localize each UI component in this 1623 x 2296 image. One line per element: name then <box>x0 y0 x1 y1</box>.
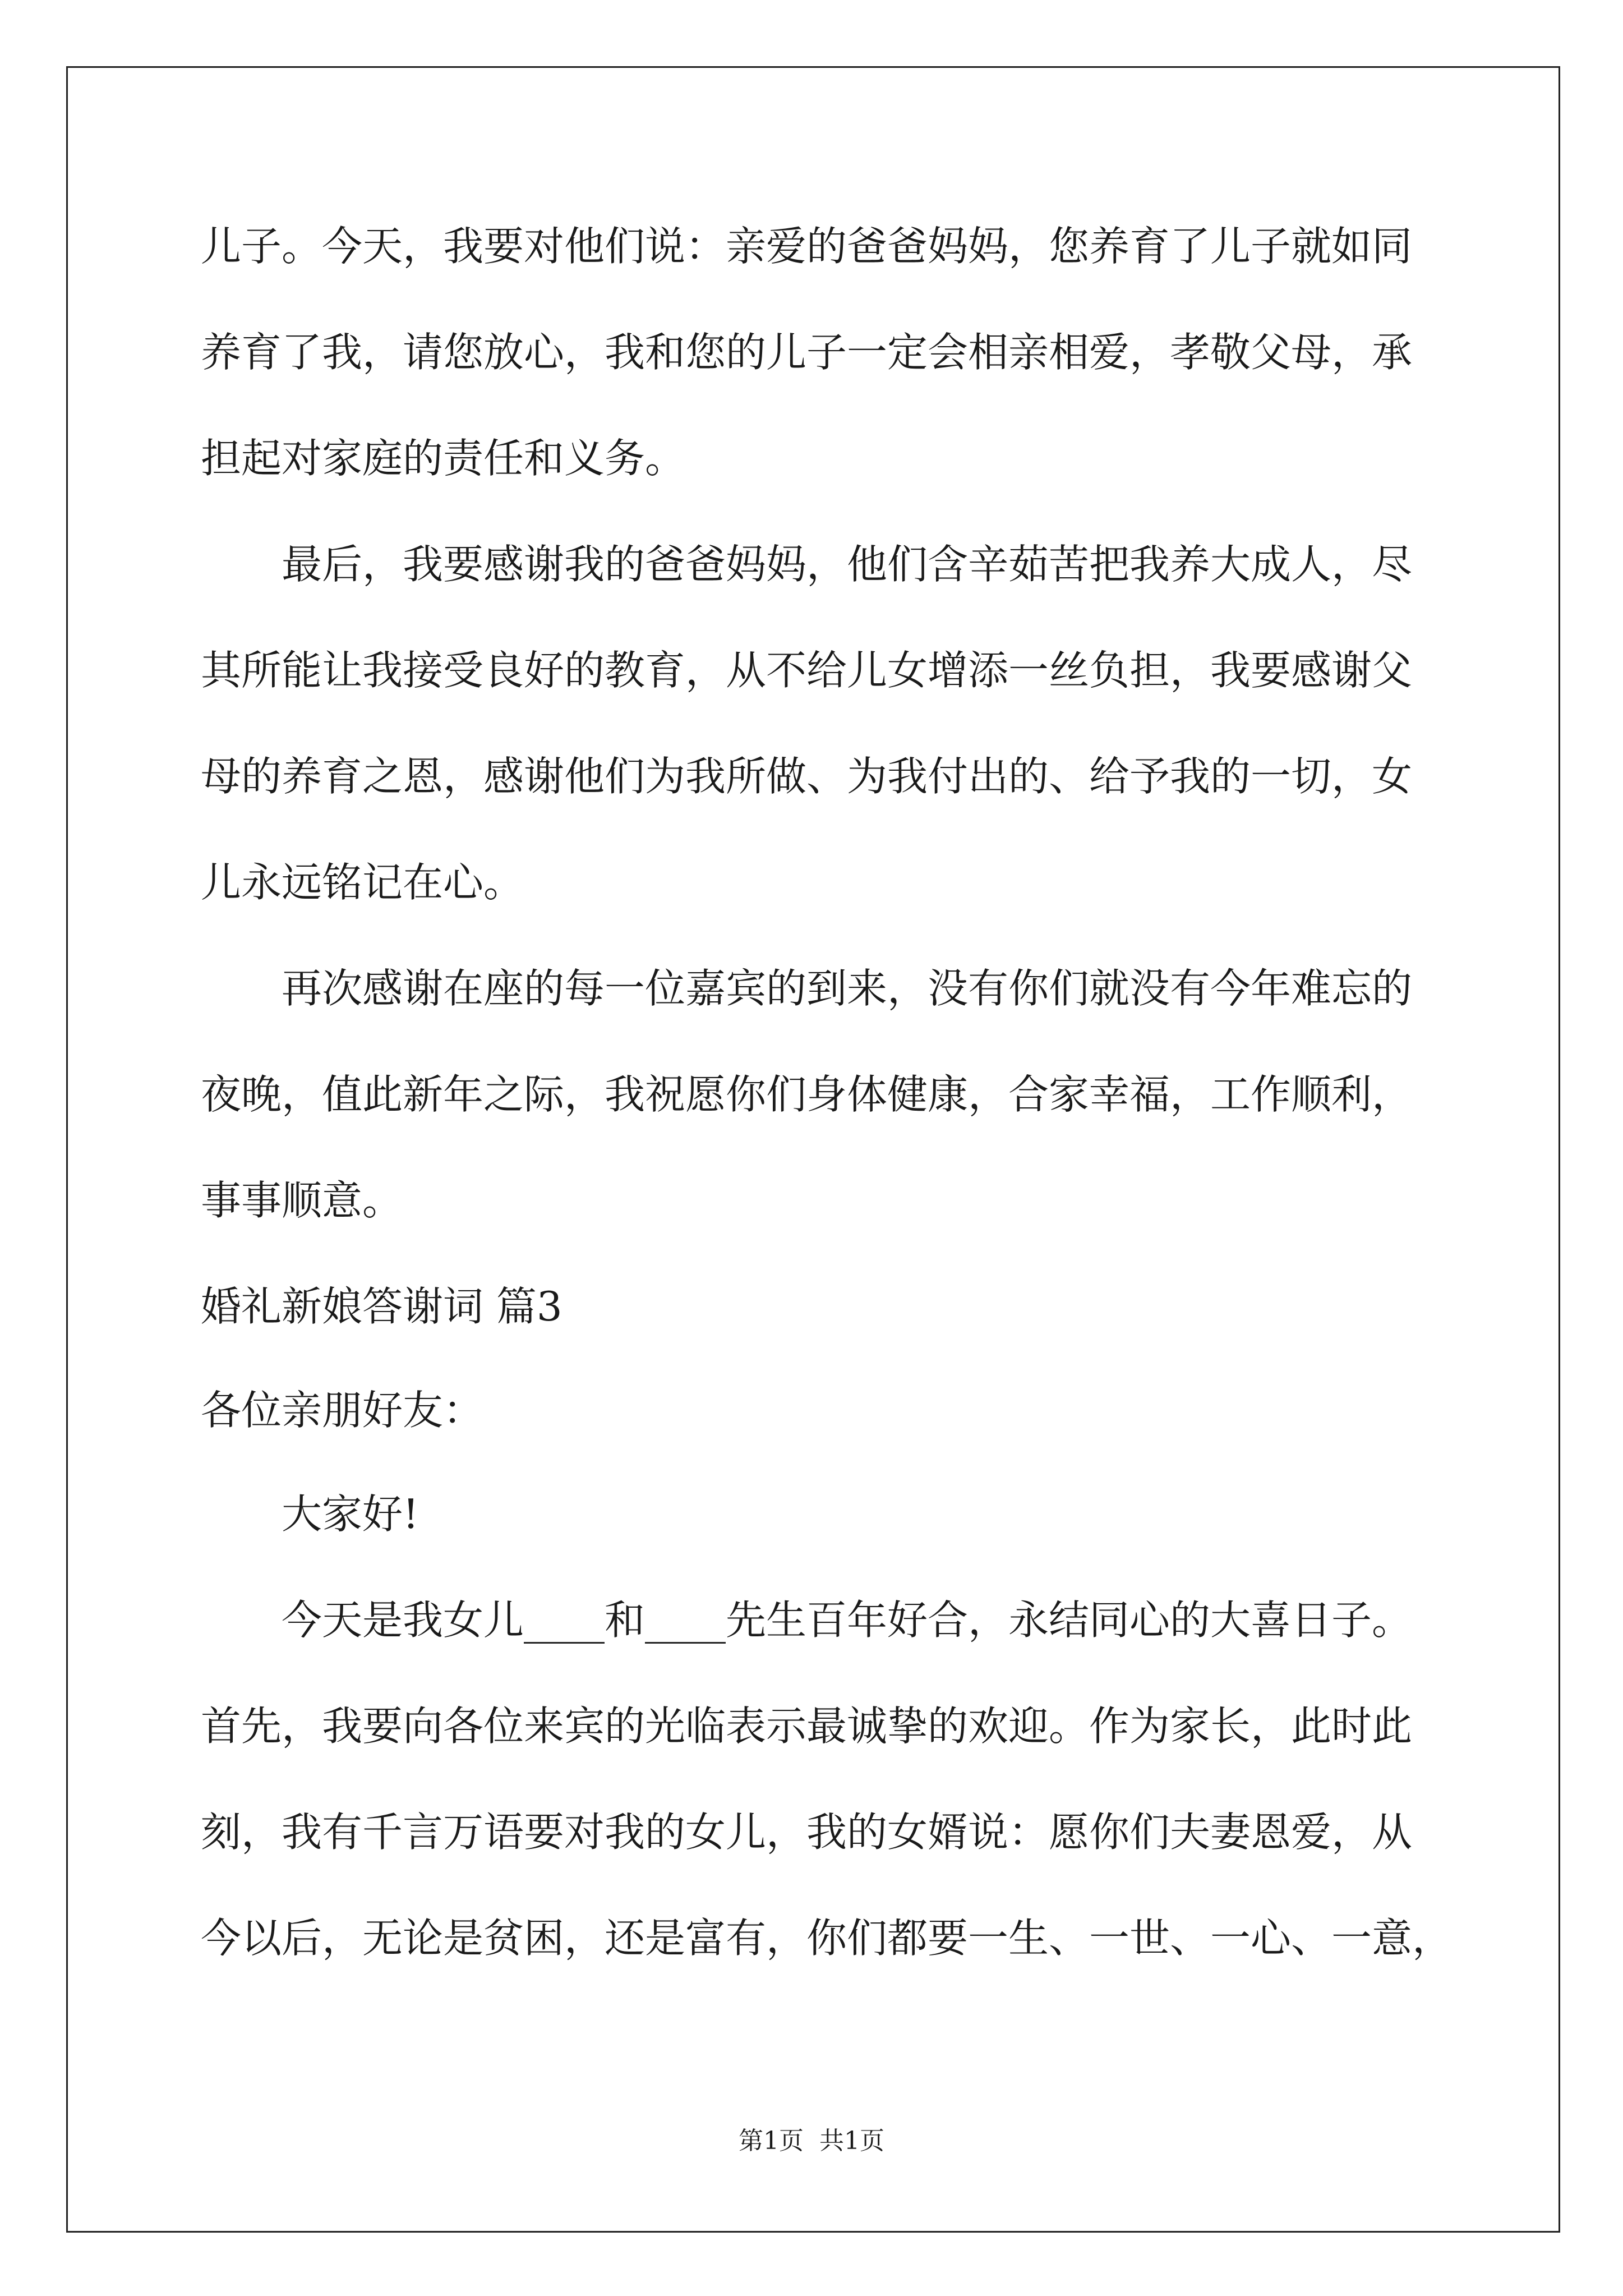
page-total: 共1页 <box>819 2127 884 2155</box>
text-line: 夜晚，值此新年之际，我祝愿你们身体健康，合家幸福，工作顺利， <box>201 1071 1413 1118</box>
salutation: 各位亲朋好友： <box>201 1387 484 1434</box>
text-line: 儿子。今天，我要对他们说：亲爱的爸爸妈妈，您养育了儿子就如同 <box>201 223 1413 270</box>
text-line: 今天是我女儿____和____先生百年好合，永结同心的大喜日子。 <box>282 1596 1413 1644</box>
page-footer <box>0 2124 1623 2158</box>
text-line: 事事顺意。 <box>201 1177 403 1224</box>
document-body <box>201 216 1453 2014</box>
text-line: 首先，我要向各位来宾的光临表示最诚挚的欢迎。作为家长，此时此 <box>201 1703 1413 1750</box>
text-line: 再次感谢在座的每一位嘉宾的到来，没有你们就没有今年难忘的 <box>282 965 1413 1012</box>
section-heading: 婚礼新娘答谢词 篇3 <box>201 1283 562 1330</box>
page-number: 第1页 <box>739 2127 804 2155</box>
text-line: 养育了我，请您放心，我和您的儿子一定会相亲相爱，孝敬父母，承 <box>201 329 1413 376</box>
text-line: 今以后，无论是贫困，还是富有，你们都要一生、一世、一心、一意， <box>201 1915 1453 1962</box>
text-line: 最后，我要感谢我的爸爸妈妈，他们含辛茹苦把我养大成人，尽 <box>282 541 1413 588</box>
text-line: 其所能让我接受良好的教育，从不给儿女增添一丝负担，我要感谢父 <box>201 647 1413 694</box>
text-line: 母的养育之恩，感谢他们为我所做、为我付出的、给予我的一切，女 <box>201 753 1413 800</box>
text-line: 儿永远铭记在心。 <box>201 859 524 906</box>
text-line: 担起对家庭的责任和义务。 <box>201 435 686 482</box>
greeting: 大家好! <box>282 1490 419 1538</box>
text-line: 刻，我有千言万语要对我的女儿，我的女婿说：愿你们夫妻恩爱，从 <box>201 1809 1413 1856</box>
